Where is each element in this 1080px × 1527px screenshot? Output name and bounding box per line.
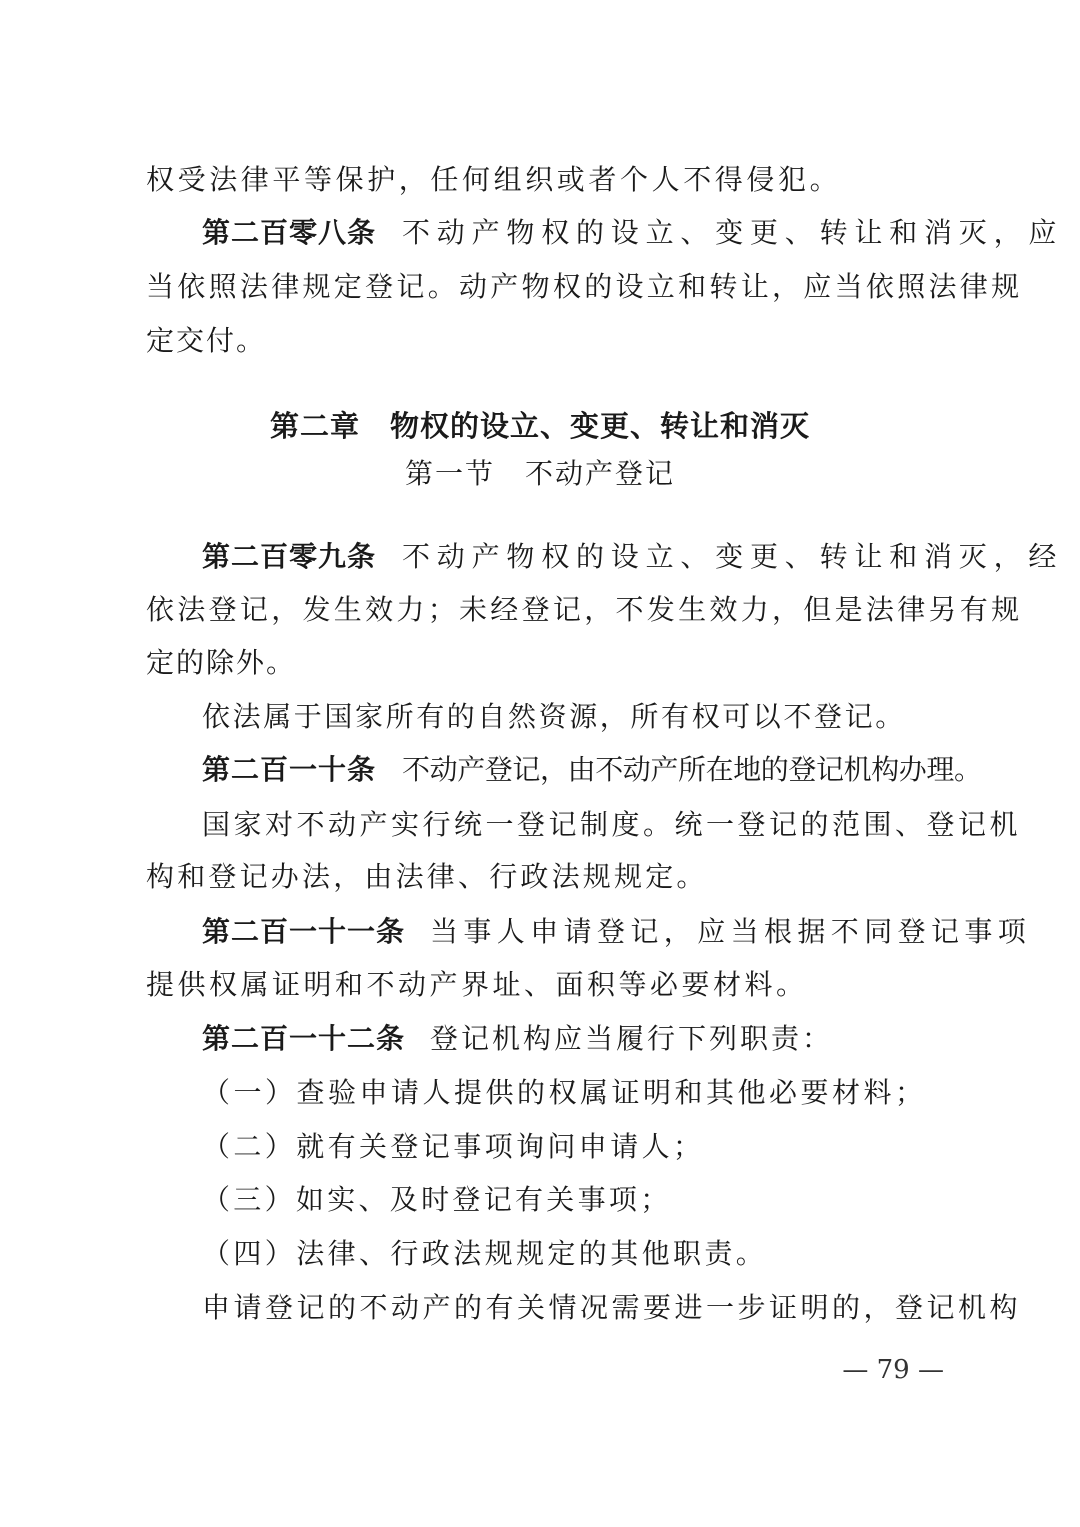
article-212-line-1 [0, 1011, 1080, 1067]
article-208-line-1 [0, 205, 1080, 261]
paragraph-text: 不动产登记，由不动产所在地的登记机构办理。 [402, 753, 982, 786]
article-211-line-1 [0, 904, 1080, 960]
paragraph-text: 依法属于国家所有的自然资源，所有权可以不登记。 [202, 700, 906, 733]
text-line [0, 689, 1080, 745]
paragraph-text: 国家对不动产实行统一登记制度。统一登记的范围、登记机 [202, 808, 1022, 841]
section-heading: 第一节 不动产登记 [404, 457, 675, 490]
paragraph-text: 不动产物权的设立、变更、转让和消灭，经 [402, 540, 1064, 573]
list-item-text: （二）就有关登记事项询问申请人； [202, 1130, 705, 1163]
text-line [0, 582, 1080, 638]
text-line [0, 849, 1080, 905]
article-210-title: 第二百一十条 [202, 753, 377, 786]
text-line [0, 313, 1080, 369]
text-line [0, 259, 1080, 315]
paragraph-text: 不动产物权的设立、变更、转让和消灭，应 [402, 216, 1064, 249]
page-number: — 79 — [842, 1355, 944, 1385]
paragraph-text: 权受法律平等保护，任何组织或者个人不得侵犯。 [146, 163, 842, 196]
text-line [0, 797, 1080, 853]
paragraph-text: 依法登记，发生效力；未经登记，不发生效力，但是法律另有规 [146, 593, 1023, 626]
list-item-text: （四）法律、行政法规规定的其他职责。 [202, 1237, 768, 1270]
paragraph-text: 定的除外。 [146, 646, 297, 679]
paragraph-text: 当依照法律规定登记。动产物权的设立和转让，应当依照法律规 [146, 270, 1023, 303]
article-212-title: 第二百一十二条 [202, 1022, 406, 1055]
text-line [0, 957, 1080, 1013]
list-item [0, 1119, 1080, 1175]
article-210-line-1 [0, 742, 1080, 798]
paragraph-text: 当事人申请登记，应当根据不同登记事项 [430, 915, 1032, 948]
list-item [0, 1226, 1080, 1282]
text-line [0, 1280, 1080, 1336]
text-line [0, 635, 1080, 691]
paragraph-text: 定交付。 [146, 324, 267, 357]
article-209-line-1 [0, 529, 1080, 585]
article-208-title: 第二百零八条 [202, 216, 377, 249]
list-item [0, 1172, 1080, 1228]
article-209-title: 第二百零九条 [202, 540, 377, 573]
paragraph-text: 申请登记的不动产的有关情况需要进一步证明的，登记机构 [202, 1291, 1022, 1324]
paragraph-text: 构和登记办法，由法律、行政法规规定。 [146, 860, 708, 893]
chapter-heading: 第二章 物权的设立、变更、转让和消灭 [269, 409, 810, 443]
paragraph-text: 登记机构应当履行下列职责： [430, 1022, 834, 1055]
list-item-text: （一）查验申请人提供的权属证明和其他必要材料； [202, 1076, 927, 1109]
article-211-title: 第二百一十一条 [202, 915, 406, 948]
paragraph-text: 提供权属证明和不动产界址、面积等必要材料。 [146, 968, 808, 1001]
text-line [0, 152, 1080, 208]
list-item [0, 1065, 1080, 1121]
list-item-text: （三）如实、及时登记有关事项； [202, 1183, 672, 1216]
